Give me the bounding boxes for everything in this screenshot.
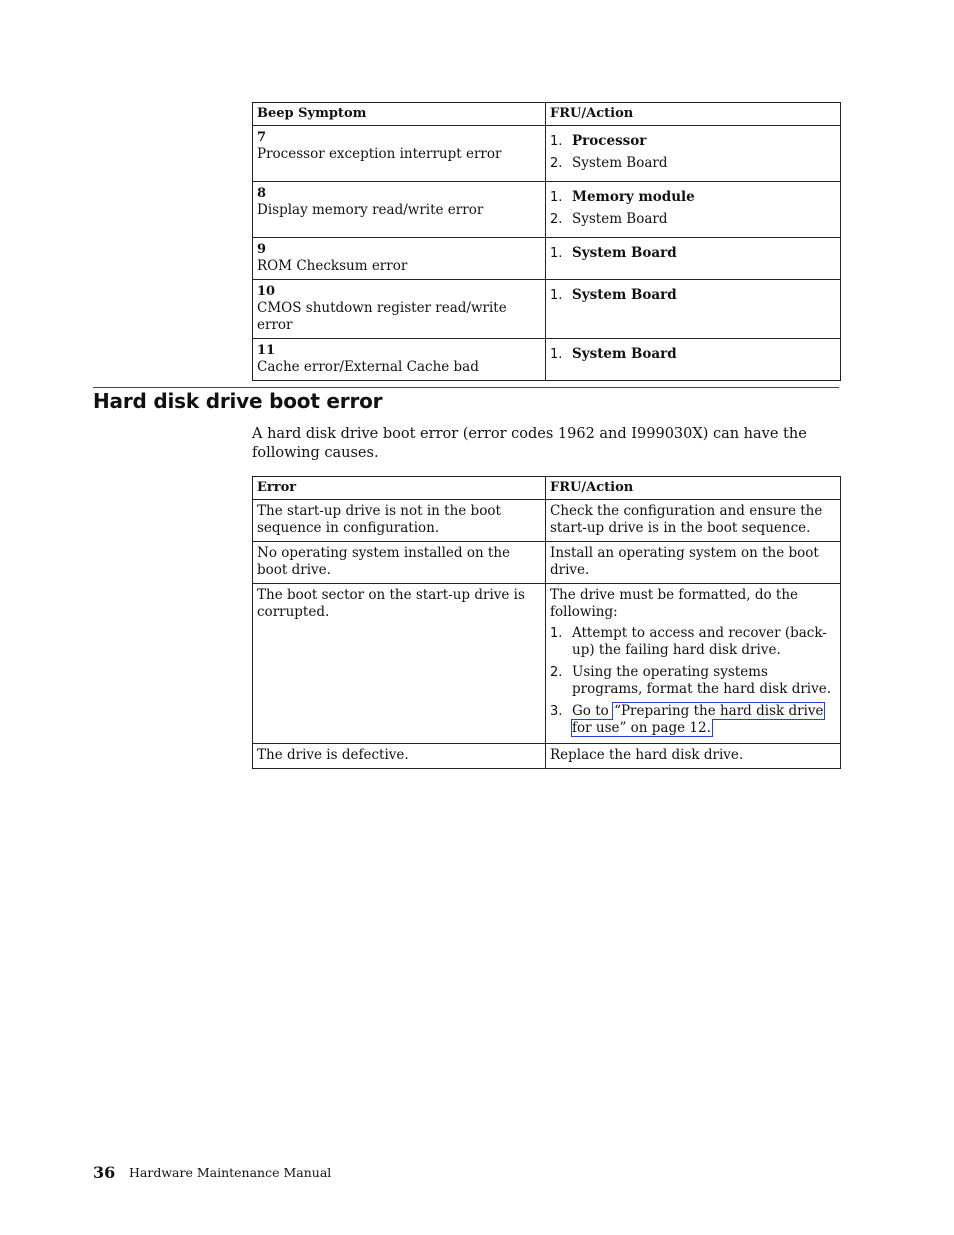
beep-symptom: CMOS shutdown register read/write error: [257, 300, 507, 333]
manual-title: Hardware Maintenance Manual: [129, 1165, 332, 1180]
beep-symptom: Display memory read/write error: [257, 202, 484, 218]
table-row: [253, 238, 841, 280]
column-header-fru-action: FRU/Action: [546, 477, 841, 500]
error-cell: The boot sector on the start-up drive is corrupted.: [253, 584, 546, 744]
action-cell: Install an operating system on the boot drive.: [546, 542, 841, 584]
action-cell: Check the configuration and ensure the start-up drive is in the boot sequence.: [546, 500, 841, 542]
table-row: [253, 744, 841, 769]
fru-list: [550, 346, 836, 363]
column-header-fru-action: FRU/Action: [546, 103, 841, 126]
beep-symptom: Cache error/External Cache bad: [257, 359, 479, 375]
beep-symptom: Processor exception interrupt error: [257, 146, 502, 162]
page-number: 36: [93, 1163, 116, 1182]
fru-list: [550, 245, 836, 262]
list-item: 2. System Board: [550, 211, 668, 227]
list-item: 1. System Board: [550, 287, 677, 303]
action-cell: Replace the hard disk drive.: [546, 744, 841, 769]
beep-code: 10: [257, 284, 276, 299]
table-header-row: [253, 103, 841, 126]
list-item: 1. Memory module: [550, 189, 695, 205]
list-item: 1. Attempt to access and recover (back-up) the failing hard disk drive.: [550, 625, 827, 658]
section-divider: [93, 387, 839, 388]
action-cell: [546, 584, 841, 744]
table-row: [253, 182, 841, 238]
beep-symptom-table: [252, 102, 841, 381]
list-item: 2. System Board: [550, 155, 668, 171]
table-row: [253, 339, 841, 381]
fru-list: [550, 189, 836, 228]
error-cell: The start-up drive is not in the boot sequence in configuration.: [253, 500, 546, 542]
cross-reference-link[interactable]: “Preparing the hard disk drive for use” on page 12.: [572, 703, 824, 736]
error-table: [252, 476, 841, 769]
steps-list: [550, 625, 836, 737]
error-cell: No operating system installed on the boot drive.: [253, 542, 546, 584]
action-intro: The drive must be formatted, do the following:: [550, 587, 799, 620]
fru-list: [550, 287, 836, 304]
fru-list: [550, 133, 836, 172]
list-item: 2. Using the operating systems programs, format the hard disk drive.: [550, 664, 832, 697]
beep-code: 8: [257, 186, 267, 201]
column-header-error: Error: [253, 477, 546, 500]
beep-code: 7: [257, 130, 267, 145]
section-intro: A hard disk drive boot error (error codes 1962 and I999030X) can have the following causes.: [252, 426, 807, 461]
table-row: [253, 584, 841, 744]
table-row: [253, 280, 841, 339]
error-cell: The drive is defective.: [253, 744, 546, 769]
list-item: 3. Go to “Preparing the hard disk drive for use” on page 12.: [550, 703, 824, 736]
column-header-beep-symptom: Beep Symptom: [253, 103, 546, 126]
table-row: [253, 126, 841, 182]
beep-code: 9: [257, 242, 267, 257]
beep-symptom: ROM Checksum error: [257, 258, 408, 274]
table-row: [253, 500, 841, 542]
table-header-row: [253, 477, 841, 500]
list-item: 1. Processor: [550, 133, 647, 149]
section-title: Hard disk drive boot error: [93, 389, 383, 413]
list-item: 1. System Board: [550, 346, 677, 362]
table-row: [253, 542, 841, 584]
beep-code: 11: [257, 343, 276, 358]
list-item: 1. System Board: [550, 245, 677, 261]
